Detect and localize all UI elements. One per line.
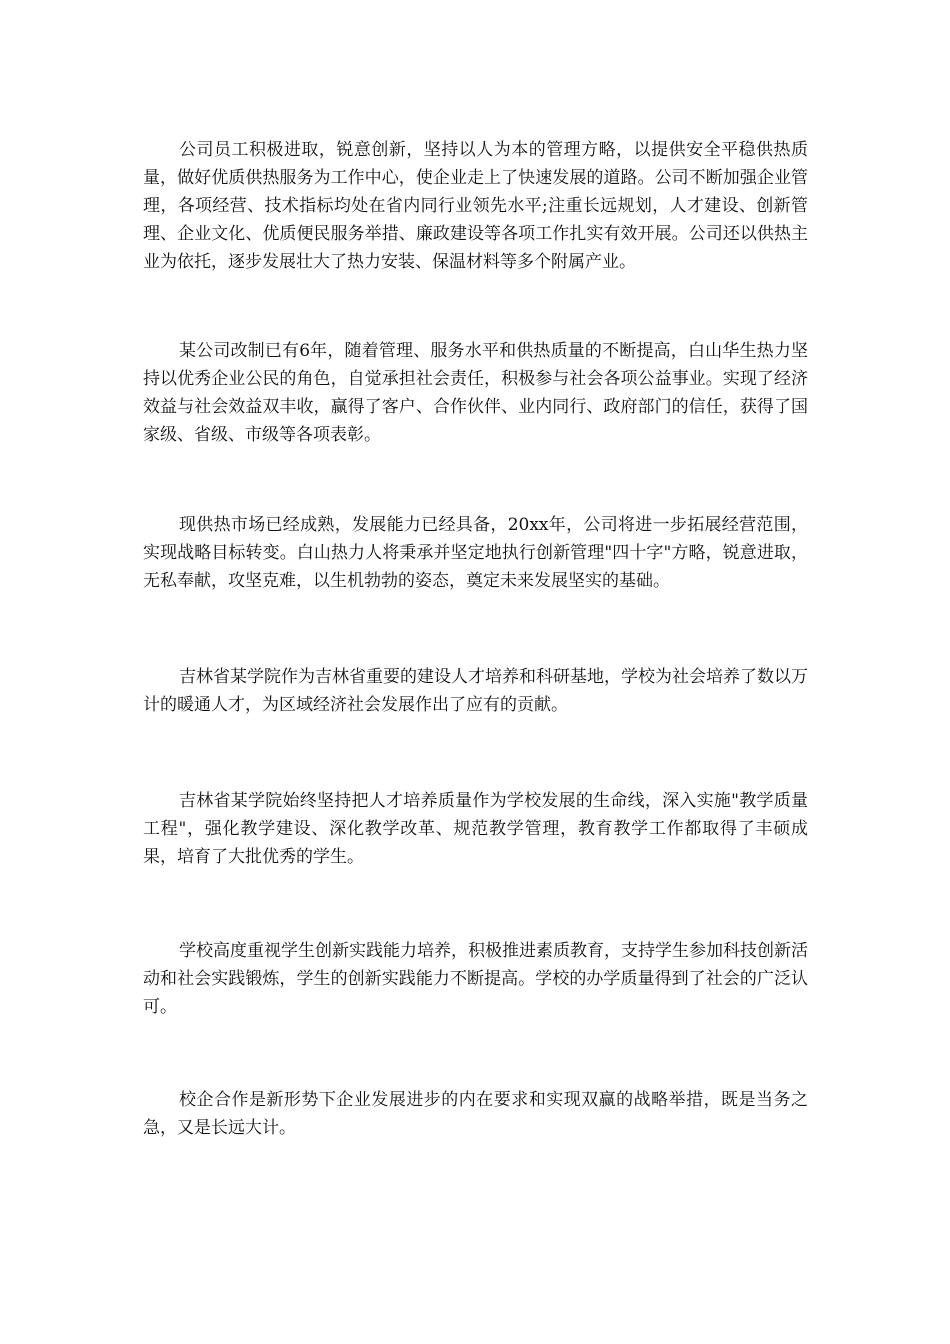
paragraph-company-staff: 公司员工积极进取，锐意创新，坚持以人为本的管理方略，以提供安全平稳供热质量，做好优质供热服务为工作中心，使企业走上了快速发展的道路。公司不断加强企业管理，各项经营、技术指标均处在省内同行业领先水平;注重长远规划，人才建设、创新管理、企业文化、优质便民服务举措、廉政建设等各项工作扎实有效开展。公司还以供热主业为依托，逐步发展壮大了热力安装、保温材料等多个附属产业。 [143, 140, 808, 272]
paragraph-company-reform: 某公司改制已有6年，随着管理、服务水平和供热质量的不断提高，白山华生热力坚持以优秀企业公民的角色，自觉承担社会责任，积极参与社会各项公益事业。实现了经济效益与社会效益双丰收，赢得了客户、合作伙伴、业内同行、政府部门的信任，获得了国家级、省级、市级等各项表彰。 [143, 341, 808, 445]
paragraph-teaching-quality: 吉林省某学院始终坚持把人才培养质量作为学校发展的生命线，深入实施"教学质量工程"，强化教学建设、深化教学改革、规范教学管理，教育教学工作都取得了丰硕成果，培育了大批优秀的学生。 [143, 791, 808, 867]
paragraph-innovation-practice: 学校高度重视学生创新实践能力培养，积极推进素质教育，支持学生参加科技创新活动和社会实践锻炼，学生的创新实践能力不断提高。学校的办学质量得到了社会的广泛认可。 [143, 941, 808, 1017]
paragraph-school-enterprise: 校企合作是新形势下企业发展进步的内在要求和实现双赢的战略举措，既是当务之急，又是长远大计。 [143, 1090, 808, 1138]
paragraph-market-outlook: 现供热市场已经成熟，发展能力已经具备，20xx年，公司将进一步拓展经营范围，实现战略目标转变。白山热力人将秉承并坚定地执行创新管理"四十字"方略，锐意进取，无私奉献，攻坚克难，以生机勃勃的姿态，奠定未来发展坚实的基础。 [143, 515, 808, 591]
paragraph-institute-intro: 吉林省某学院作为吉林省重要的建设人才培养和科研基地，学校为社会培养了数以万计的暖通人才，为区域经济社会发展作出了应有的贡献。 [143, 667, 808, 715]
